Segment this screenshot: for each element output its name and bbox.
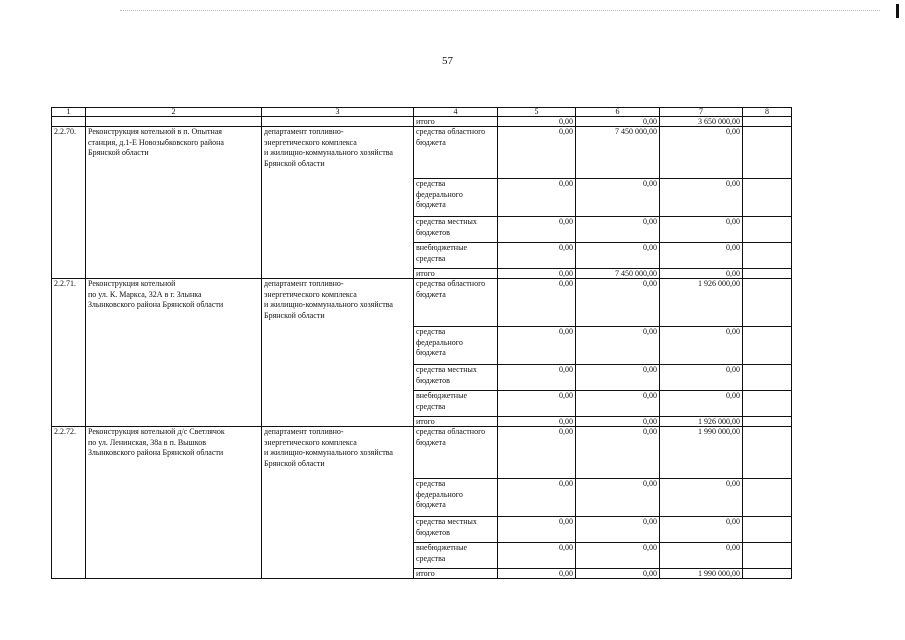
empty-col8 (743, 127, 792, 179)
value-col6: 0,00 (576, 517, 660, 543)
text-line: средства областного (416, 279, 486, 288)
item-number: 2.2.72. (52, 427, 86, 579)
text-line: по ул. Ленинская, 38а в п. Вышков (88, 437, 206, 447)
value-col5: 0,00 (498, 279, 576, 327)
value-col5: 0,00 (498, 327, 576, 365)
empty-col8 (743, 217, 792, 243)
funding-source (414, 243, 498, 269)
text-line: и жилищно-коммунального хозяйства (264, 448, 393, 457)
value-col5: 0,00 (498, 127, 576, 179)
text-line: бюджета (416, 500, 446, 509)
funding-source (414, 543, 498, 569)
value-col6: 0,00 (576, 427, 660, 479)
text-line: средства (416, 253, 446, 263)
funding-source (414, 179, 498, 217)
text-line: департамент топливно- (264, 279, 344, 288)
funding-source (414, 127, 498, 179)
column-header: 7 (660, 108, 743, 117)
funding-source (414, 427, 498, 479)
empty-col8 (743, 365, 792, 391)
column-header: 3 (262, 108, 414, 117)
table-row (52, 427, 792, 479)
text-line: средства областного (416, 127, 486, 136)
table-body (52, 117, 792, 579)
total-col5: 0,00 (498, 569, 576, 579)
value-col6: 0,00 (576, 479, 660, 517)
text-line: Брянской области (88, 148, 149, 157)
value-col5: 0,00 (498, 543, 576, 569)
value-col5: 0,00 (498, 179, 576, 217)
text-line: энергетического комплекса (264, 437, 357, 447)
text-line: и жилищно-коммунального хозяйства (264, 148, 393, 157)
text-line: энергетического комплекса (264, 289, 357, 299)
text-line: средства (416, 401, 446, 411)
funding-source (414, 391, 498, 417)
text-line: внебюджетные (416, 243, 467, 252)
value-col5: 0,00 (498, 479, 576, 517)
item-number: 2.2.70. (52, 127, 86, 279)
total-col5: 0,00 (498, 117, 576, 127)
text-line: Брянской области (264, 458, 325, 468)
total-col6: 0,00 (576, 569, 660, 579)
value-col6: 0,00 (576, 279, 660, 327)
total-col5: 0,00 (498, 417, 576, 427)
value-col5: 0,00 (498, 243, 576, 269)
empty-col8 (743, 417, 792, 427)
empty-col8 (743, 543, 792, 569)
text-line: энергетического комплекса (264, 137, 357, 147)
value-col7: 0,00 (660, 243, 743, 269)
value-col5: 0,00 (498, 365, 576, 391)
text-line: бюджета (416, 289, 446, 299)
text-line: Брянской области (264, 158, 325, 168)
item-department (262, 127, 414, 279)
value-col6: 0,00 (576, 543, 660, 569)
column-header: 5 (498, 108, 576, 117)
empty-col8 (743, 427, 792, 479)
total-label: итого (414, 117, 498, 127)
text-line: департамент топливно- (264, 127, 344, 136)
value-col6: 7 450 000,00 (576, 127, 660, 179)
value-col7: 1 926 000,00 (660, 279, 743, 327)
total-col6: 7 450 000,00 (576, 269, 660, 279)
text-line: бюджета (416, 437, 446, 447)
value-col7: 0,00 (660, 179, 743, 217)
item-department (262, 279, 414, 427)
text-line: средства (416, 327, 446, 336)
empty-col8 (743, 569, 792, 579)
empty-col8 (743, 479, 792, 517)
text-line: средства местных (416, 217, 477, 226)
value-col6: 0,00 (576, 179, 660, 217)
item-name (86, 427, 262, 579)
table-row (52, 279, 792, 327)
text-line: внебюджетные (416, 391, 467, 400)
item-department (262, 427, 414, 579)
funding-source (414, 517, 498, 543)
value-col5: 0,00 (498, 517, 576, 543)
value-col7: 0,00 (660, 217, 743, 243)
total-col7: 1 926 000,00 (660, 417, 743, 427)
value-col7: 0,00 (660, 479, 743, 517)
value-col6: 0,00 (576, 391, 660, 417)
text-line: бюджета (416, 348, 446, 357)
text-line: бюджета (416, 137, 446, 147)
text-line: Реконструкция котельной д/с Светлячок (88, 427, 225, 436)
value-col7: 0,00 (660, 127, 743, 179)
total-col7: 3 650 000,00 (660, 117, 743, 127)
text-line: департамент топливно- (264, 427, 344, 436)
value-col7: 0,00 (660, 327, 743, 365)
empty-col8 (743, 279, 792, 327)
text-line: средства (416, 553, 446, 563)
empty-col8 (743, 391, 792, 417)
value-col7: 1 990 000,00 (660, 427, 743, 479)
text-line: Брянской области (264, 310, 325, 320)
text-line: по ул. К. Маркса, 32А в г. Злынка (88, 289, 202, 299)
funding-source (414, 479, 498, 517)
budget-table (51, 107, 792, 579)
value-col7: 0,00 (660, 543, 743, 569)
text-line: бюджета (416, 200, 446, 209)
funding-source (414, 279, 498, 327)
total-label: итого (414, 417, 498, 427)
text-line: Реконструкция котельной в п. Опытная (88, 127, 222, 136)
value-col6: 0,00 (576, 217, 660, 243)
column-header: 8 (743, 108, 792, 117)
funding-source (414, 365, 498, 391)
text-line: внебюджетные (416, 543, 467, 552)
text-line: станция, д.1-Е Новозыбковского района (88, 137, 224, 147)
funding-source (414, 327, 498, 365)
text-line: и жилищно-коммунального хозяйства (264, 300, 393, 309)
page-number: 57 (442, 55, 453, 67)
column-header: 1 (52, 108, 86, 117)
value-col6: 0,00 (576, 327, 660, 365)
text-line: федерального (416, 337, 463, 347)
text-line: федерального (416, 489, 463, 499)
value-col7: 0,00 (660, 517, 743, 543)
text-line: федерального (416, 189, 463, 199)
value-col6: 0,00 (576, 243, 660, 269)
total-col7: 0,00 (660, 269, 743, 279)
value-col7: 0,00 (660, 365, 743, 391)
text-line: средства местных (416, 517, 477, 526)
total-col6: 0,00 (576, 417, 660, 427)
funding-source (414, 217, 498, 243)
text-line: средства областного (416, 427, 486, 436)
text-line: средства (416, 479, 446, 488)
text-line: Злынковского района Брянской области (88, 300, 224, 309)
scan-mark (896, 4, 899, 18)
total-label: итого (414, 269, 498, 279)
item-name (86, 127, 262, 279)
text-line: средства местных (416, 365, 477, 374)
value-col6: 0,00 (576, 365, 660, 391)
empty-col8 (743, 179, 792, 217)
value-col5: 0,00 (498, 217, 576, 243)
scan-noise (120, 10, 880, 12)
table-row (52, 127, 792, 179)
column-header: 2 (86, 108, 262, 117)
column-header: 6 (576, 108, 660, 117)
text-line: Реконструкция котельной (88, 279, 176, 288)
value-col5: 0,00 (498, 391, 576, 417)
total-label: итого (414, 569, 498, 579)
empty-col8 (743, 327, 792, 365)
text-line: Злынковского района Брянской области (88, 448, 224, 457)
text-line: бюджетов (416, 527, 450, 537)
item-number: 2.2.71. (52, 279, 86, 427)
total-col5: 0,00 (498, 269, 576, 279)
text-line: бюджетов (416, 227, 450, 237)
column-header: 4 (414, 108, 498, 117)
total-col6: 0,00 (576, 117, 660, 127)
empty-col8 (743, 243, 792, 269)
total-row (52, 117, 792, 127)
header-row (52, 108, 792, 117)
total-col7: 1 990 000,00 (660, 569, 743, 579)
empty-col8 (743, 517, 792, 543)
value-col5: 0,00 (498, 427, 576, 479)
text-line: бюджетов (416, 375, 450, 385)
text-line: средства (416, 179, 446, 188)
empty-col8 (743, 269, 792, 279)
value-col7: 0,00 (660, 391, 743, 417)
item-name (86, 279, 262, 427)
